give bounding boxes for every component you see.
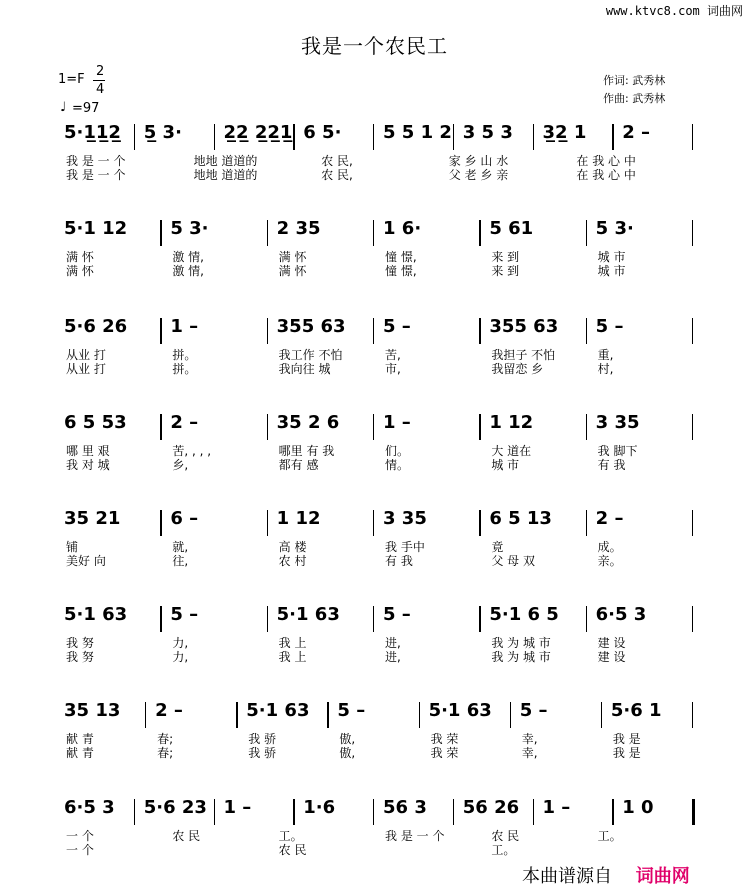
quarter-note-icon: ♩ <box>60 100 67 115</box>
barline <box>692 799 695 825</box>
measure-notes: 3 35 <box>383 508 427 529</box>
measure-notes: 5 3· <box>595 218 634 239</box>
lyric-verse-2: 从业 打 <box>66 362 106 376</box>
lyric-verse-2: 乡, <box>172 458 189 472</box>
measure-notes: 2̲2̲ 2̲2̲1̲ <box>223 122 293 143</box>
barline <box>160 510 161 536</box>
lyric-verse-1: 农 民, <box>321 154 353 168</box>
barline <box>293 124 294 150</box>
lyric-verse-1: 我担子 不怕 <box>491 348 556 362</box>
lyric-verse-2: 进, <box>385 650 401 664</box>
song-title: 我是一个农民工 <box>301 34 448 58</box>
measure-notes: 5·6 26 <box>64 316 128 337</box>
time-top: 2 <box>96 64 105 79</box>
barline <box>586 318 587 344</box>
measure-notes: 1·6 <box>303 797 336 818</box>
lyric-verse-2: 来 到 <box>491 264 520 278</box>
measure-notes: 56 3 <box>383 797 427 818</box>
measure-notes: 1 12 <box>489 412 534 433</box>
barline <box>373 124 374 150</box>
barline <box>586 414 587 440</box>
barline <box>267 318 268 344</box>
lyric-verse-2: 村, <box>597 362 614 376</box>
lyric-verse-2: 傲, <box>339 746 356 760</box>
lyric-verse-1: 城 市 <box>597 250 626 264</box>
barline <box>692 510 693 536</box>
measure-notes: 5·1 63 <box>276 604 340 625</box>
barline <box>692 220 693 246</box>
barline <box>267 510 268 536</box>
measure-notes: 5̲ 3· <box>143 122 182 143</box>
lyric-verse-2: 我向往 城 <box>278 362 331 376</box>
lyric-verse-1: 我 为 城 市 <box>491 636 551 650</box>
measure-notes: 1 – <box>223 797 252 818</box>
measure-notes: 6·5 3 <box>595 604 647 625</box>
lyric-verse-2: 一 个 <box>66 843 94 857</box>
lyric-verse-1: 我 是 一 个 <box>385 829 445 843</box>
lyric-verse-2: 城 市 <box>491 458 520 472</box>
measure-notes: 5 – <box>519 700 548 721</box>
barline <box>692 318 693 344</box>
measure-notes: 5·6 23 <box>143 797 207 818</box>
lyric-verse-2: 建 设 <box>597 650 626 664</box>
lyric-verse-1: 我 脚下 <box>597 444 638 458</box>
barline <box>692 702 693 728</box>
lyric-verse-1: 满 怀 <box>278 250 307 264</box>
barline <box>453 124 454 150</box>
lyric-verse-1: 我 骄 <box>248 732 277 746</box>
tempo: =97 <box>72 101 100 116</box>
measure-notes: 5·1 12 <box>64 218 128 239</box>
lyric-verse-1: 高 楼 <box>278 540 307 554</box>
lyric-verse-1: 成。 <box>597 540 622 554</box>
measure-notes: 6 5 13 <box>489 508 552 529</box>
lyric-verse-2: 我 努 <box>66 650 94 664</box>
lyric-verse-1: 哪 里 艰 <box>66 444 110 458</box>
measure-notes: 6 – <box>170 508 199 529</box>
barline <box>373 318 374 344</box>
measure-notes: 35 13 <box>64 700 121 721</box>
barline <box>134 124 135 150</box>
site-label[interactable]: www.ktvc8.com 词曲网 <box>605 4 743 18</box>
barline <box>373 220 374 246</box>
barline <box>612 799 613 825</box>
barline <box>293 799 294 825</box>
barline <box>160 606 161 632</box>
lyric-verse-1: 我 上 <box>278 636 307 650</box>
barline <box>533 124 534 150</box>
composer: 作曲: 武秀林 <box>603 92 666 105</box>
barline <box>479 414 480 440</box>
lyric-verse-2: 我 骄 <box>248 746 277 760</box>
lyric-verse-1: 苦, <box>385 348 401 362</box>
measure-notes: 1 – <box>542 797 571 818</box>
lyric-verse-1: 地地 道道的 <box>193 154 258 168</box>
lyric-verse-1: 从业 打 <box>66 348 106 362</box>
lyric-verse-2: 我留恋 乡 <box>491 362 544 376</box>
lyric-verse-2: 农 民, <box>321 168 353 182</box>
measure-notes: 6 5· <box>303 122 342 143</box>
barline <box>373 414 374 440</box>
barline <box>586 606 587 632</box>
lyric-verse-2: 有 我 <box>597 458 626 472</box>
measure-notes: 5·1 6 5 <box>489 604 559 625</box>
barline <box>479 220 480 246</box>
lyric-verse-1: 苦, , , , <box>172 444 212 458</box>
barline <box>160 414 161 440</box>
lyric-verse-2: 满 怀 <box>278 264 307 278</box>
lyric-verse-1: 农 民 <box>172 829 201 843</box>
lyric-verse-1: 傲, <box>339 732 356 746</box>
barline <box>601 702 602 728</box>
barline <box>145 702 146 728</box>
measure-notes: 5 – <box>337 700 366 721</box>
lyric-verse-2: 憧 憬, <box>385 264 417 278</box>
measure-notes: 5·6 1 <box>610 700 662 721</box>
lyric-verse-1: 铺 <box>66 540 79 554</box>
lyric-verse-2: 我 上 <box>278 650 307 664</box>
lyric-verse-2: 拼。 <box>172 362 197 376</box>
barline <box>373 799 374 825</box>
lyric-verse-2: 农 民 <box>278 843 307 857</box>
lyric-verse-1: 建 设 <box>597 636 626 650</box>
measure-notes: 6·5 3 <box>64 797 115 818</box>
measure-notes: 6 5 53 <box>64 412 127 433</box>
measure-notes: 1 6· <box>383 218 422 239</box>
key-signature: 1=F <box>58 72 85 87</box>
barline <box>479 510 480 536</box>
lyric-verse-2: 市, <box>385 362 401 376</box>
barline <box>134 799 135 825</box>
barline <box>160 318 161 344</box>
lyric-verse-2: 往, <box>172 554 189 568</box>
barline <box>327 702 328 728</box>
lyric-verse-2: 城 市 <box>597 264 626 278</box>
measure-notes: 2 – <box>170 412 199 433</box>
barline <box>692 606 693 632</box>
barline <box>692 124 693 150</box>
measure-notes: 1 12 <box>276 508 321 529</box>
measure-notes: 5 – <box>383 316 411 337</box>
lyric-verse-1: 激 情, <box>172 250 204 264</box>
measure-notes: 5 5 1 2 <box>383 122 452 143</box>
lyric-verse-2: 我 是 <box>612 746 641 760</box>
measure-notes: 2 – <box>595 508 624 529</box>
lyric-verse-2: 美好 向 <box>66 554 106 568</box>
lyric-verse-1: 春; <box>157 732 174 746</box>
barline <box>236 702 237 728</box>
barline <box>267 220 268 246</box>
measure-notes: 35 21 <box>64 508 121 529</box>
barline <box>373 510 374 536</box>
barline <box>479 606 480 632</box>
lyric-verse-1: 我工作 不怕 <box>278 348 343 362</box>
lyric-verse-2: 情。 <box>385 458 410 472</box>
lyric-verse-1: 工。 <box>278 829 303 843</box>
lyric-verse-2: 满 怀 <box>66 264 94 278</box>
lyric-verse-2: 都有 感 <box>278 458 319 472</box>
lyric-verse-1: 在 我 心 中 <box>576 154 636 168</box>
measure-notes: 2 35 <box>276 218 321 239</box>
lyric-verse-2: 激 情, <box>172 264 204 278</box>
barline <box>692 414 693 440</box>
lyric-verse-1: 就, <box>172 540 189 554</box>
lyric-verse-2: 我 为 城 市 <box>491 650 551 664</box>
measure-notes: 5·1̲1̲2̲ <box>64 122 121 143</box>
measure-notes: 2 – <box>155 700 183 721</box>
measure-notes: 5 3· <box>170 218 209 239</box>
lyricist: 作词: 武秀林 <box>603 74 666 87</box>
barline <box>214 799 215 825</box>
lyric-verse-2: 幸, <box>521 746 538 760</box>
lyric-verse-1: 我 努 <box>66 636 94 650</box>
lyric-verse-2: 我 对 城 <box>66 458 110 472</box>
measure-notes: 3̲2̲ 1 <box>542 122 587 143</box>
measure-notes: 3 5 3 <box>462 122 513 143</box>
lyric-verse-1: 我 是 <box>612 732 641 746</box>
measure-notes: 5·1 63 <box>428 700 492 721</box>
measure-notes: 5·1 63 <box>64 604 128 625</box>
measure-notes: 355 63 <box>489 316 559 337</box>
barline <box>453 799 454 825</box>
time-divider <box>93 80 105 81</box>
lyric-verse-1: 工。 <box>597 829 622 843</box>
lyric-verse-1: 进, <box>385 636 401 650</box>
measure-notes: 2 – <box>622 122 651 143</box>
lyric-verse-1: 农 民 <box>491 829 520 843</box>
lyric-verse-1: 重, <box>597 348 614 362</box>
measure-notes: 1 0 <box>622 797 654 818</box>
lyric-verse-2: 地地 道道的 <box>193 168 258 182</box>
lyric-verse-2: 工。 <box>491 843 516 857</box>
barline <box>267 606 268 632</box>
lyric-verse-1: 幸, <box>521 732 538 746</box>
measure-notes: 1 – <box>383 412 411 433</box>
measure-notes: 5 61 <box>489 218 534 239</box>
barline <box>533 799 534 825</box>
barline <box>510 702 511 728</box>
lyric-verse-1: 一 个 <box>66 829 94 843</box>
lyric-verse-2: 父 母 双 <box>491 554 535 568</box>
lyric-verse-2: 在 我 心 中 <box>576 168 636 182</box>
measure-notes: 5·1 63 <box>246 700 310 721</box>
measure-notes: 355 63 <box>276 316 346 337</box>
lyric-verse-1: 我 是 一 个 <box>66 154 126 168</box>
lyric-verse-2: 献 青 <box>66 746 94 760</box>
lyric-verse-2: 我 是 一 个 <box>66 168 126 182</box>
lyric-verse-1: 拼。 <box>172 348 197 362</box>
measure-notes: 5 – <box>595 316 624 337</box>
barline <box>419 702 420 728</box>
measure-notes: 3 35 <box>595 412 640 433</box>
barline <box>612 124 613 150</box>
time-bottom: 4 <box>96 82 105 97</box>
barline <box>586 220 587 246</box>
lyric-verse-1: 竟 <box>491 540 504 554</box>
measure-notes: 5 – <box>383 604 411 625</box>
lyric-verse-1: 来 到 <box>491 250 520 264</box>
barline <box>214 124 215 150</box>
lyric-verse-1: 力, <box>172 636 189 650</box>
lyric-verse-2: 力, <box>172 650 189 664</box>
lyric-verse-2: 我 荣 <box>430 746 459 760</box>
lyric-verse-2: 父 老 乡 亲 <box>448 168 509 182</box>
lyric-verse-2: 亲。 <box>597 554 622 568</box>
measure-notes: 35 2 6 <box>276 412 340 433</box>
footer-brand[interactable]: 词曲网 <box>635 866 690 887</box>
lyric-verse-1: 满 怀 <box>66 250 94 264</box>
measure-notes: 1 – <box>170 316 199 337</box>
lyric-verse-1: 憧 憬, <box>385 250 417 264</box>
barline <box>373 606 374 632</box>
lyric-verse-1: 我 荣 <box>430 732 459 746</box>
lyric-verse-1: 哪里 有 我 <box>278 444 335 458</box>
barline <box>160 220 161 246</box>
lyric-verse-1: 们。 <box>385 444 410 458</box>
lyric-verse-2: 春; <box>157 746 174 760</box>
barline <box>479 318 480 344</box>
lyric-verse-1: 献 青 <box>66 732 94 746</box>
lyric-verse-1: 我 手中 <box>385 540 425 554</box>
barline <box>267 414 268 440</box>
lyric-verse-2: 有 我 <box>385 554 413 568</box>
footer-text: 本曲谱源自 <box>522 866 612 887</box>
measure-notes: 56 26 <box>462 797 520 818</box>
lyric-verse-2: 农 村 <box>278 554 307 568</box>
lyric-verse-1: 家 乡 山 水 <box>448 154 509 168</box>
lyric-verse-1: 大 道在 <box>491 444 532 458</box>
measure-notes: 5 – <box>170 604 199 625</box>
barline <box>586 510 587 536</box>
footer-source <box>522 862 690 888</box>
